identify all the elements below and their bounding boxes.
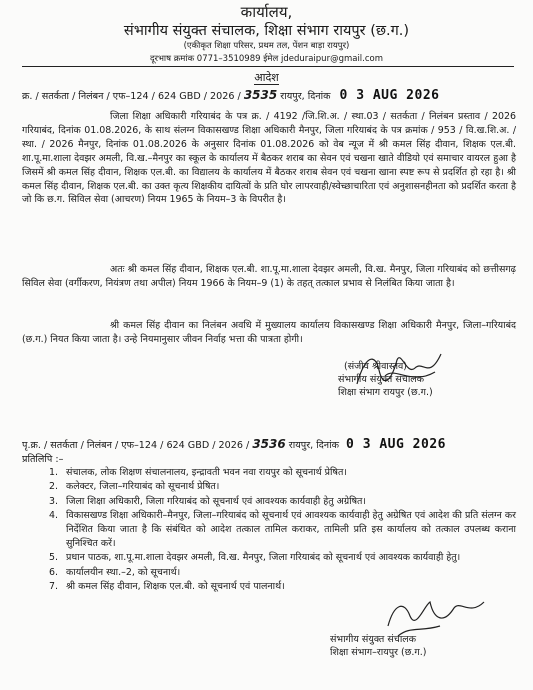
authority-heading: संभागीय संयुक्त संचालक, शिक्षा संभाग रायपुर (छ.ग.)	[123, 23, 410, 39]
order-ref-number: 3535	[243, 88, 278, 102]
order-reference-line	[22, 88, 439, 103]
list-item: 1. संचालक, लोक शिक्षण संचालनालय, इन्द्रावती भवन नवा रायपुर को सूचनार्थ प्रेषित।	[48, 467, 347, 478]
order-paragraph-2: अतः श्री कमल सिंह दीवान, शिक्षक एल.बी. शा.पू.मा.शाला देवझर अमली, वि.ख. मैनपुर, जिला गरियाबंद को छत्तीसगढ़ सिविल सेवा (वर्गीकरण, नियंत्रण तथा अपील) नियम 1966 के नियम–9 (1) के तहत् तत्काल प्रभाव से निलंबित किया जाता है।	[22, 264, 516, 289]
order-paragraph-3: श्री कमल सिंह दीवान का निलंबन अवधि में मुख्यालय कार्यालय विकासखण्ड शिक्षा अधिकारी मैनपुर, जिला–गरियाबंद (छ.ग.) नियत किया जाता है। उन्हे नियमानुसार जीवन निर्वाह भत्ता की पात्रता होगी।	[22, 320, 516, 345]
order-ref-prefix: क्र. / सतर्कता / निलंबन / एफ–124 / 624 GBD / 2026 /	[22, 91, 241, 102]
signatory-office-2: शिक्षा संभाग–रायपुर (छ.ग.)	[330, 647, 427, 658]
list-item: 6. कार्यालयीन स्था.–2, को सूचनार्थ।	[48, 566, 181, 578]
signatory-designation: संभागीय संयुक्त संचालक	[338, 374, 425, 385]
endorsement-date-stamp: 0 3 AUG 2026	[346, 437, 446, 452]
list-item: 7. श्री कमल सिंह दीवान, शिक्षक एल.बी. को सूचनार्थ एवं पालनार्थ।	[48, 581, 285, 593]
order-ref-suffix: रायपुर, दिनांक	[280, 91, 331, 102]
endorsement-ref-prefix: पृ.क्र. / सतर्कता / निलंबन / एफ–124 / 624 GBD / 2026 /	[22, 440, 250, 451]
list-item: 2. कलेक्टर, जिला–गरियाबंद को सूचनार्थ प्रेषित।	[48, 481, 220, 493]
endorsement-reference-line	[22, 437, 446, 452]
list-item: 3. जिला शिक्षा अधिकारी, जिला गरियाबंद को सूचनार्थ एवं आवश्यक कार्यवाही हेतु अग्रेषित।	[48, 495, 367, 507]
office-contact: दूरभाष क्रमांक 0771–3510989 ईमेल jdeduraipur@gmail.com	[149, 54, 384, 64]
copy-to-label: प्रतिलिपि :–	[22, 454, 64, 465]
office-heading: कार्यालय,	[240, 3, 293, 21]
signature-block-2	[330, 633, 427, 659]
list-item: 5. प्रधान पाठक, शा.पू.मा.शाला देवझर अमली, वि.ख. मैनपुर, जिला गरियाबंद को सूचनार्थ एवं आवश्यक कार्यवाही हेतु।	[48, 552, 461, 564]
signatory-designation-2: संभागीय संयुक्त संचालक	[330, 634, 417, 645]
endorsement-ref-number: 3536	[252, 437, 286, 451]
copy-to-list	[22, 466, 516, 595]
list-item: 4. विकासखण्ड शिक्षा अधिकारी–मैनपुर, जिला–गरियाबंद को सूचनार्थ एवं आवश्यक कार्यवाही हेतु अग्रेषित एवं आदेश की प्रति संलग्न कर निर्देशित किया जाता है कि संबंधित को आदेश तत्काल तामिल कराकर, तामिली प्रति इस कार्यालय को तत्काल उपलब्ध कराना सुनिश्चित करें।	[48, 510, 516, 550]
header-divider	[22, 66, 514, 67]
order-heading: आदेश	[254, 71, 279, 84]
order-paragraph-1: जिला शिक्षा अधिकारी गरियाबंद के पत्र क्र. / 4192 /जि.शि.अ. / स्था.03 / सतर्कता / निलंबन प्रस्ताव / 2026 गरियाबंद, दिनांक 01.08.2026, के साथ संलग्न विकासखण्ड शिक्षा अधिकारी मैनपुर, जिला गरियाबंद के पत्र क्रमांक / 953 / वि.ख.शि.अ. / स्था. / 2026 मैनपुर, दिनांक 01.08.2026 के अनुसार दिनांक 01.08.2026 को वेब न्यूज में श्री कमल सिंह दीवान, शिक्षक एल.बी. शा.पू.मा.शाला देवझर अमली, वि.ख.–मैनपुर का स्कूल के कार्यालय में बैठकर शराब का सेवन एवं चखना खाते वीडियो एवं समाचार वायरल हुआ है जिसमें श्री कमल सिंह दीवान, शिक्षक एल.बी. का विद्यालय के कार्यालय में बैठकर शराब सेवन एवं चखना खाना स्पष्ट रूप से प्रदर्शित हो रहा है। श्री कमल सिंह दीवान, शिक्षक एल.बी. का उक्त कृत्य शिक्षकीय दायित्वों के प्रति घोर लापरवाही/स्वेच्छाचारिता एवं अनुशासनहीनता को प्रदर्शित करता है जो कि छ.ग. सिविल सेवा (आचरण) नियम 1965 के नियम–3 के विपरीत है।	[22, 111, 516, 206]
order-date-stamp: 0 3 AUG 2026	[339, 88, 440, 103]
signature-block-1	[338, 360, 433, 399]
office-address: (एकीकृत शिक्षा परिसर, प्रथम तल, पेंशन बाड़ा रायपुर)	[183, 41, 350, 51]
endorsement-ref-suffix: रायपुर, दिनांक	[288, 440, 339, 451]
signatory-name: (संजीव श्रीवास्तव)	[344, 361, 407, 372]
signatory-office: शिक्षा संभाग रायपुर (छ.ग.)	[338, 387, 433, 398]
